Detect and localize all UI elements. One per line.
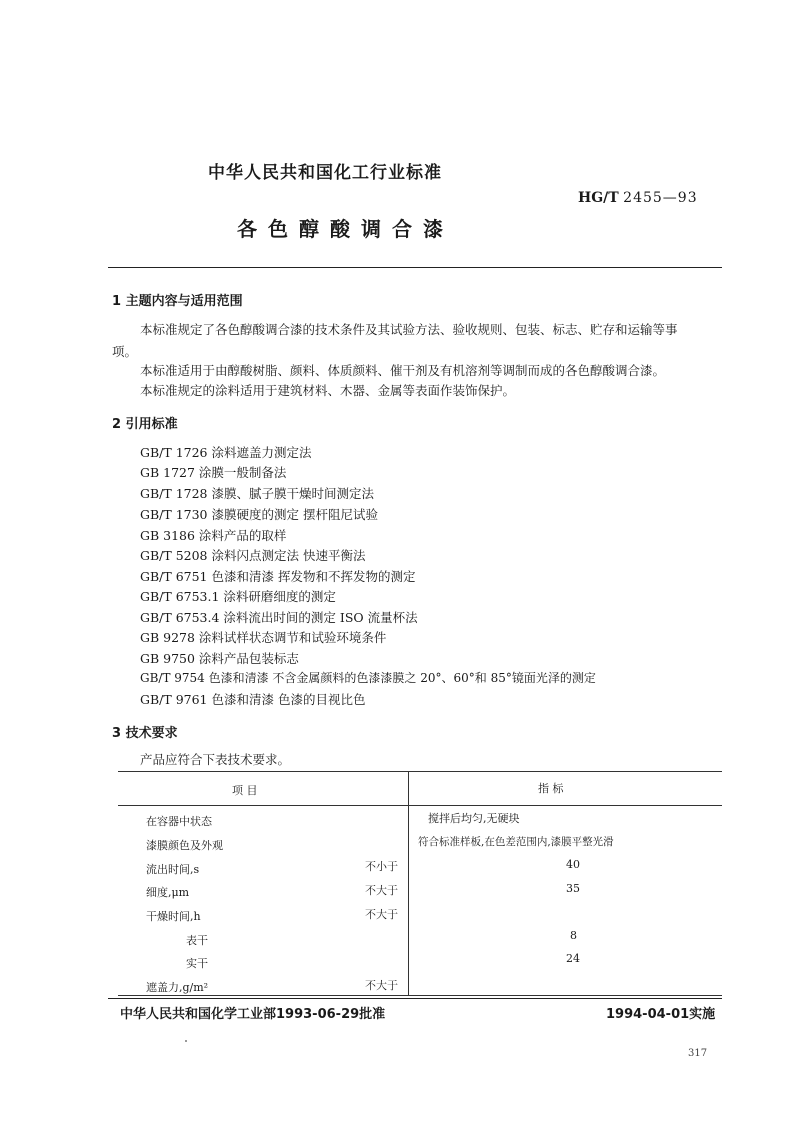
- table-row-value: 35: [566, 882, 580, 895]
- table-row-item: 流出时间,s: [146, 863, 200, 876]
- section-3-heading: 3 技术要求: [112, 726, 178, 741]
- table-row-qualifier: 不大于: [365, 908, 398, 921]
- reference-item: GB/T 6751 色漆和清漆 挥发物和不挥发物的测定: [140, 569, 416, 584]
- reference-item: GB 1727 涂膜一般制备法: [140, 465, 287, 480]
- reference-item: GB/T 6753.1 涂料研磨细度的测定: [140, 589, 336, 604]
- table-row-item: 实干: [186, 957, 208, 970]
- header-divider: [108, 267, 722, 268]
- page-number: 317: [688, 1048, 708, 1059]
- scan-speck: [185, 1040, 187, 1042]
- section-1-paragraph: 本标准规定了各色醇酸调合漆的技术条件及其试验方法、验收规则、包装、标志、贮存和运输等事: [140, 322, 678, 337]
- reference-item: GB 9750 涂料产品包装标志: [140, 651, 299, 666]
- reference-item: GB 9278 涂料试样状态调节和试验环境条件: [140, 630, 387, 645]
- effective-date: 1994-04-01实施: [606, 1007, 716, 1022]
- reference-item: GB/T 1730 漆膜硬度的测定 摆杆阻尼试验: [140, 507, 378, 522]
- table-bottom-rule: [118, 995, 722, 996]
- section-3-intro: 产品应符合下表技术要求。: [140, 752, 291, 767]
- table-row-item: 表干: [186, 934, 208, 947]
- reference-item: GB/T 9754 色漆和清漆 不含金属颜料的色漆漆膜之 20°、60°和 85°镜面光泽的测定: [140, 671, 596, 685]
- reference-item: GB/T 9761 色漆和清漆 色漆的目视比色: [140, 692, 366, 707]
- reference-item: GB/T 1728 漆膜、腻子膜干燥时间测定法: [140, 486, 374, 501]
- table-row-qualifier: 不大于: [365, 884, 398, 897]
- standard-code-prefix: HG/T: [578, 190, 619, 206]
- table-row-item: 在容器中状态: [146, 815, 212, 828]
- table-top-rule: [118, 771, 722, 772]
- reference-item: GB 3186 涂料产品的取样: [140, 528, 287, 543]
- section-1-paragraph: 项。: [112, 344, 138, 359]
- footer-divider: [108, 998, 722, 999]
- standard-code-number: 2455—93: [623, 190, 698, 206]
- table-row-item: 干燥时间,h: [146, 910, 201, 923]
- table-column-divider: [408, 771, 409, 995]
- table-header-spec: 指 标: [538, 782, 564, 795]
- table-row-qualifier: 不小于: [365, 860, 398, 873]
- industry-standard-header: 中华人民共和国化工行业标准: [208, 163, 442, 183]
- section-1-paragraph: 本标准适用于由醇酸树脂、颜料、体质颜料、催干剂及有机溶剂等调制而成的各色醇酸调合漆。: [140, 363, 666, 378]
- table-header-item: 项 目: [232, 784, 258, 797]
- table-row-value: 搅拌后均匀,无硬块: [428, 812, 520, 825]
- standard-code: [578, 190, 698, 206]
- table-row-value: 24: [566, 952, 580, 965]
- table-row-item: 遮盖力,g/m²: [146, 981, 209, 994]
- document-title: 各色醇酸调合漆: [237, 217, 454, 241]
- table-row-value: 8: [570, 929, 577, 942]
- table-row-item: 漆膜颜色及外观: [146, 839, 223, 852]
- reference-item: GB/T 1726 涂料遮盖力测定法: [140, 445, 312, 460]
- reference-item: GB/T 5208 涂料闪点测定法 快速平衡法: [140, 548, 366, 563]
- section-1-heading: 1 主题内容与适用范围: [112, 294, 243, 309]
- reference-item: GB/T 6753.4 涂料流出时间的测定 ISO 流量杯法: [140, 610, 418, 625]
- table-row-qualifier: 不大于: [365, 979, 398, 992]
- table-row-value: 符合标准样板,在色差范围内,漆膜平整光滑: [418, 836, 614, 848]
- table-header-rule: [118, 805, 722, 806]
- section-2-heading: 2 引用标准: [112, 417, 178, 432]
- section-1-paragraph: 本标准规定的涂料适用于建筑材料、木器、金属等表面作装饰保护。: [140, 383, 516, 398]
- table-row-item: 细度,μm: [146, 886, 190, 899]
- approval-statement: 中华人民共和国化学工业部1993-06-29批准: [120, 1007, 386, 1022]
- table-row-value: 40: [566, 858, 580, 871]
